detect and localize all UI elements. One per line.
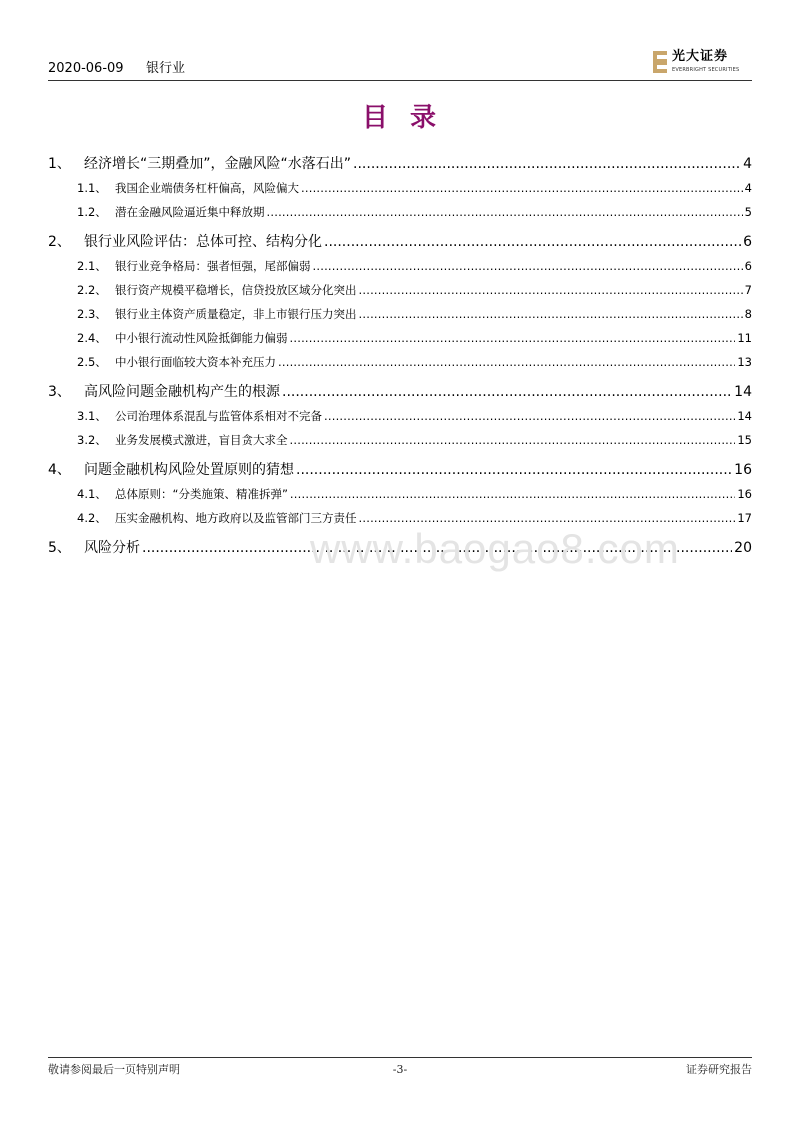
- toc-label: 银行业竞争格局：强者恒强，尾部偏弱: [115, 259, 311, 273]
- toc-page: 17: [737, 511, 752, 525]
- everbright-logo: [652, 48, 752, 78]
- toc-page: 15: [737, 433, 752, 447]
- page-header: [48, 49, 752, 80]
- toc-number: 3.2、: [77, 433, 107, 447]
- toc-page: 4: [744, 181, 752, 195]
- toc-label: 总体原则：“分类施策、精准拆弹”: [115, 487, 288, 501]
- toc-number: 5、: [48, 540, 71, 556]
- table-of-contents: [48, 152, 752, 560]
- toc-page: 7: [744, 283, 752, 297]
- toc-leader: [324, 230, 741, 254]
- everbright-e-icon: [652, 50, 668, 74]
- toc-entry-4-1[interactable]: [48, 482, 752, 506]
- toc-leader: [290, 326, 736, 350]
- toc-label: 经济增长“三期叠加”，金融风险“水落石出”: [84, 156, 352, 172]
- toc-entry-3-1[interactable]: [48, 404, 752, 428]
- toc-entry-2[interactable]: [48, 230, 752, 254]
- header-divider: [48, 80, 752, 81]
- toc-label: 公司治理体系混乱与监管体系相对不完备: [115, 409, 322, 423]
- toc-number: 2.1、: [77, 259, 107, 273]
- toc-label: 银行业主体资产质量稳定，非上市银行压力突出: [115, 307, 357, 321]
- toc-entry-3-2[interactable]: [48, 428, 752, 452]
- toc-label: 银行资产规模平稳增长，信贷投放区域分化突出: [115, 283, 357, 297]
- toc-page: 6: [743, 234, 752, 250]
- toc-label: 中小银行面临较大资本补充压力: [115, 355, 276, 369]
- toc-leader: [359, 278, 743, 302]
- toc-number: 1.1、: [77, 181, 107, 195]
- toc-entry-2-3[interactable]: [48, 302, 752, 326]
- toc-entry-1-1[interactable]: [48, 176, 752, 200]
- report-industry: 银行业: [146, 61, 186, 76]
- toc-label: 业务发展模式激进，盲目贪大求全: [115, 433, 288, 447]
- toc-number: 3.1、: [77, 409, 107, 423]
- toc-number: 2.2、: [77, 283, 107, 297]
- toc-number: 1.2、: [77, 205, 107, 219]
- toc-leader: [290, 428, 736, 452]
- toc-entry-2-4[interactable]: [48, 326, 752, 350]
- toc-page: 20: [734, 540, 752, 556]
- toc-leader: [282, 380, 732, 404]
- toc-entry-1-2[interactable]: [48, 200, 752, 224]
- toc-label: 风险分析: [84, 540, 140, 556]
- toc-leader: [296, 458, 732, 482]
- toc-label: 高风险问题金融机构产生的根源: [84, 384, 280, 400]
- page-title: 目录: [361, 103, 458, 133]
- toc-page: 8: [744, 307, 752, 321]
- watermark: www.baogao8.com: [310, 525, 680, 572]
- logo-text-en: EVERBRIGHT SECURITIES: [672, 67, 740, 73]
- toc-page: 16: [734, 462, 752, 478]
- logo-text-cn: 光大证券: [672, 49, 729, 64]
- toc-entry-2-1[interactable]: [48, 254, 752, 278]
- toc-label: 问题金融机构风险处置原则的猜想: [84, 462, 294, 478]
- toc-entry-4[interactable]: [48, 458, 752, 482]
- toc-page: 14: [737, 409, 752, 423]
- toc-entry-3[interactable]: [48, 380, 752, 404]
- toc-entry-1[interactable]: [48, 152, 752, 176]
- toc-label: 银行业风险评估：总体可控、结构分化: [84, 234, 322, 250]
- toc-page: 5: [744, 205, 752, 219]
- toc-number: 2.4、: [77, 331, 107, 345]
- toc-label: 压实金融机构、地方政府以及监管部门三方责任: [115, 511, 357, 525]
- toc-leader: [290, 482, 735, 506]
- toc-label: 潜在金融风险逼近集中释放期: [115, 205, 265, 219]
- toc-leader: [267, 200, 743, 224]
- toc-leader: [353, 152, 741, 176]
- toc-label: 我国企业端债务杠杆偏高，风险偏大: [115, 181, 299, 195]
- page-footer: [48, 1060, 752, 1080]
- footer-report-type: 证券研究报告: [686, 1063, 752, 1076]
- toc-page: 6: [744, 259, 752, 273]
- toc-leader: [359, 302, 743, 326]
- toc-leader: [313, 254, 743, 278]
- toc-number: 3、: [48, 384, 71, 400]
- toc-leader: [301, 176, 743, 200]
- toc-number: 4.2、: [77, 511, 107, 525]
- toc-leader: [278, 350, 735, 374]
- footer-disclaimer: 敬请参阅最后一页特别声明: [48, 1063, 180, 1076]
- toc-number: 4.1、: [77, 487, 107, 501]
- toc-leader: [324, 404, 735, 428]
- footer-divider: [48, 1057, 752, 1058]
- footer-page-number: -3-: [392, 1063, 408, 1076]
- toc-page: 16: [737, 487, 752, 501]
- toc-page: 13: [737, 355, 752, 369]
- toc-number: 2.5、: [77, 355, 107, 369]
- toc-page: 11: [737, 331, 752, 345]
- toc-number: 2.3、: [77, 307, 107, 321]
- toc-number: 4、: [48, 462, 71, 478]
- toc-number: 1、: [48, 156, 71, 172]
- report-date: 2020-06-09: [48, 61, 124, 76]
- toc-entry-2-5[interactable]: [48, 350, 752, 374]
- toc-page: 14: [734, 384, 752, 400]
- toc-page: 4: [743, 156, 752, 172]
- toc-label: 中小银行流动性风险抵御能力偏弱: [115, 331, 288, 345]
- toc-entry-2-2[interactable]: [48, 278, 752, 302]
- toc-number: 2、: [48, 234, 71, 250]
